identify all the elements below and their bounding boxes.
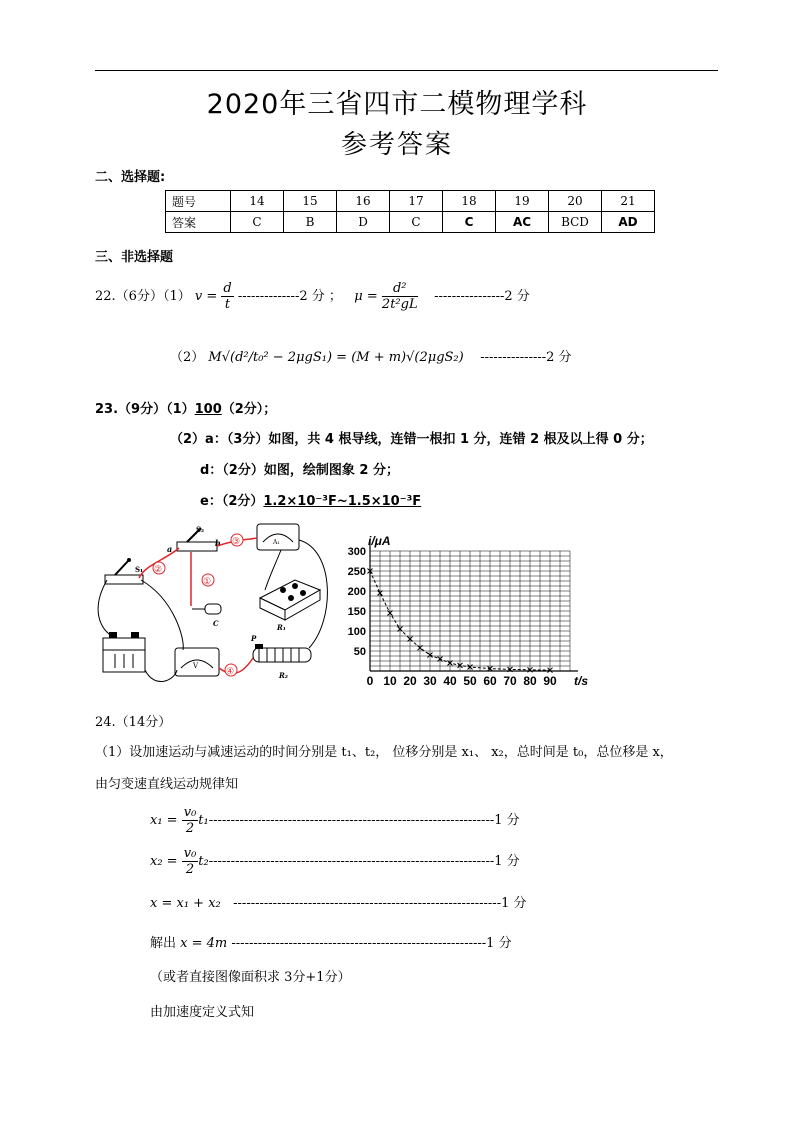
table-cell: C (443, 212, 496, 233)
table-row-answers (166, 212, 655, 233)
rheostat-icon (253, 644, 311, 662)
wire-mark-2: ② (154, 565, 163, 575)
q24-intro-2: 由匀变速直线运动规律知 (95, 777, 239, 792)
label-p: P (251, 634, 257, 643)
q23-e-label: e：（2分） (200, 494, 264, 509)
label-a1: A₁ (273, 539, 280, 546)
eq2-score: 1 分 (494, 854, 520, 869)
eq3: x = x₁ + x₂ -------------------------------------------------------------1 分 (150, 896, 527, 911)
x-tick-label: 0 (366, 674, 374, 688)
section-2-heading: 二、选择题: (95, 170, 166, 185)
eq1-lhs: x₁ = (150, 813, 178, 828)
x-tick-label: 60 (483, 674, 497, 688)
v-den: t (224, 297, 231, 312)
eq2: x₂ = $\frac{\text{v₀}}{2}$ t₂-----------------------------------------------------------------1 分 (150, 846, 520, 877)
table-cell: 20 (549, 191, 602, 212)
eq4-score: 1 分 (486, 936, 512, 951)
wire-black (265, 550, 281, 590)
capacitor-icon (192, 604, 221, 614)
y-tick-label: 300 (347, 546, 366, 558)
eq2-tail: t₂ (198, 854, 209, 869)
q23-e-value: 1.2×10⁻³F~1.5×10⁻³F (263, 494, 422, 509)
x-tick-label: 50 (463, 674, 477, 688)
q23-score: （2分）； (221, 402, 277, 417)
section-3-heading: 三、非选择题 (95, 250, 174, 265)
label-a: a (167, 544, 173, 554)
table-cell: D (337, 212, 390, 233)
label-b: b (215, 538, 221, 548)
battery-icon (103, 632, 145, 672)
wire-mark-4: ④ (226, 667, 235, 677)
wire-black (145, 670, 177, 682)
eq2-num: v₀ (183, 846, 197, 861)
q24-intro-1: （1）设加速运动与减速运动的时间分别是 t₁、t₂， 位移分别是 x₁、 x₂，总时间是 t₀，总位移是 x， (95, 745, 673, 760)
eq3-score: 1 分 (501, 896, 527, 911)
x-tick-label: 90 (543, 674, 557, 688)
mu-num: d² (382, 281, 418, 297)
eq2-den: 2 (185, 862, 195, 877)
top-rule (95, 70, 718, 71)
q23-value: 100 (194, 402, 222, 417)
q23-label: 23.（9分）（1） (95, 402, 195, 417)
wire-mark-1: ① (203, 577, 212, 587)
x-tick-label: 80 (523, 674, 537, 688)
table-cell: B (284, 212, 337, 233)
table-cell: 19 (496, 191, 549, 212)
eq4-pre: 解出 (150, 936, 177, 951)
wire-black (141, 580, 183, 650)
table-cell: 16 (337, 191, 390, 212)
q22-line1 (95, 281, 530, 312)
eq3-expr: x = x₁ + x₂ (150, 896, 221, 911)
eq1-score: 1 分 (494, 813, 520, 828)
q23-line1 (95, 398, 276, 417)
q23-line3: d：（2分）如图，绘制图象 2 分； (200, 463, 399, 478)
label-s2: S₂ (196, 525, 205, 534)
ammeter-icon (257, 524, 299, 550)
q24-label: 24.（14分） (95, 715, 172, 730)
v-num: d (223, 281, 232, 296)
x-tick-label: 20 (403, 674, 417, 688)
y-tick-label: 150 (347, 606, 366, 618)
label-c: C (213, 619, 219, 628)
q22-p2-expr: M√(d²/t₀² − 2μgS₁) = (M + m)√(2μgS₂) (208, 350, 464, 365)
v-fraction (221, 281, 233, 312)
mu-lhs: μ = (354, 289, 378, 304)
wire-mark-3: ③ (232, 537, 241, 547)
q23-line4 (200, 490, 421, 509)
mu-den: 2t²gL (381, 297, 418, 312)
eq1-tail: t₁ (198, 813, 209, 828)
table-cell: 17 (390, 191, 443, 212)
q22-p2-label: （2） (170, 350, 205, 365)
q22-p2-score: ---------------2 分 (480, 350, 572, 365)
table-cell: C (231, 212, 284, 233)
table-cell: 21 (602, 191, 655, 212)
eq1-num: v₀ (183, 805, 197, 820)
y-tick-label: 250 (347, 566, 366, 578)
current-time-chart (340, 528, 600, 698)
mu-score: ----------------2 分 (434, 289, 530, 304)
y-tick-label: 100 (347, 626, 366, 638)
table-cell: AC (496, 212, 549, 233)
row-label-question: 题号 (166, 191, 231, 212)
y-axis-label: i/μA (368, 534, 391, 548)
x-tick-label: 30 (423, 674, 437, 688)
q22-label: 22.（6分）（1） (95, 289, 191, 304)
table-cell: BCD (549, 212, 602, 233)
resistance-box-icon (260, 580, 320, 620)
label-s1: S₁ (135, 565, 144, 574)
table-cell: 18 (443, 191, 496, 212)
row-label-answer: 答案 (166, 212, 231, 233)
q23-line2: （2）a：（3分）如图，共 4 根导线，连错一根扣 1 分，连错 2 根及以上得 0 分； (170, 432, 653, 447)
v-score: --------------2 分 ； (237, 289, 342, 304)
label-r2: R₂ (279, 671, 288, 680)
x-tick-label: 70 (503, 674, 517, 688)
table-cell: 14 (231, 191, 284, 212)
label-r1: R₁ (277, 623, 286, 632)
mu-fraction (382, 281, 418, 312)
x-axis-label: t/s (574, 674, 589, 688)
q22-line2 (170, 346, 572, 365)
v-lhs: v = (194, 289, 218, 304)
eq4-expr: x = 4m (180, 936, 228, 951)
eq1: x₁ = $\frac{\text{v₀}}{2}$ t₁-----------------------------------------------------------------1 分 (150, 805, 520, 836)
eq4: 解出 x = 4m ----------------------------------------------------------1 分 (150, 936, 512, 951)
table-cell: C (390, 212, 443, 233)
wire-black (98, 580, 115, 638)
page-subtitle: 参考答案 (340, 130, 453, 160)
label-v: V (193, 662, 199, 670)
eq1-den: 2 (185, 821, 195, 836)
table-row-questions (166, 191, 655, 212)
page-title: 2020年三省四市二模物理学科 (206, 89, 588, 120)
eq2-fraction (182, 846, 199, 877)
eq2-lhs: x₂ = (150, 854, 178, 869)
y-tick-label: 50 (353, 646, 366, 658)
q24-last: 由加速度定义式知 (150, 1005, 255, 1020)
table-cell: AD (602, 212, 655, 233)
y-tick-label: 200 (347, 586, 366, 598)
circuit-diagram (95, 520, 345, 695)
answer-table (165, 190, 655, 233)
table-cell: 15 (284, 191, 337, 212)
x-tick-label: 10 (383, 674, 397, 688)
x-tick-label: 40 (443, 674, 457, 688)
q24-note: （或者直接图像面积求 3分+1分） (150, 970, 351, 985)
eq1-fraction (182, 805, 199, 836)
